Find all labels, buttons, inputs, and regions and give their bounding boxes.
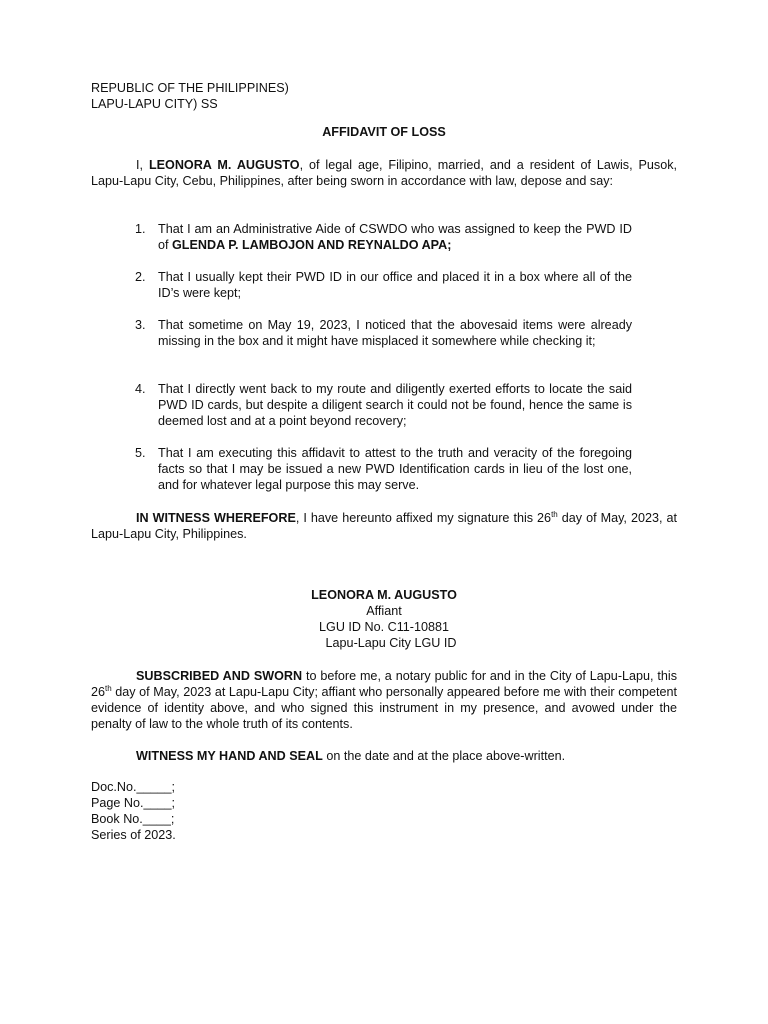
signature-id-type: Lapu-Lapu City LGU ID bbox=[325, 636, 457, 650]
list-item bbox=[135, 317, 632, 349]
list-item-text: That I usually kept their PWD ID in our office and placed it in a box where all of the ID’s were kept; bbox=[158, 270, 632, 300]
seal-post: on the date and at the place above-written. bbox=[322, 749, 566, 763]
series-year: Series of 2023. bbox=[91, 828, 176, 842]
jurat-paragraph bbox=[91, 668, 677, 732]
intro-post: , of legal age, Filipino, married, and a resident of Lawis, Pusok, Lapu-Lapu City, Cebu, Philippines, after being sworn in accordance with law, depose and say: bbox=[91, 158, 678, 188]
seal-paragraph bbox=[91, 748, 677, 764]
seal-lead: WITNESS MY HAND AND SEAL bbox=[136, 749, 323, 763]
list-item-text: That I am executing this affidavit to attest to the truth and veracity of the foregoing facts so that I may be issued a new PWD Identification cards in lieu of the lost one, and for whatever legal purpose this may serve. bbox=[158, 446, 632, 492]
signature-role: Affiant bbox=[366, 604, 402, 618]
document-title: AFFIDAVIT OF LOSS bbox=[322, 125, 446, 139]
doc-number: Doc.No._____; bbox=[91, 780, 176, 794]
list-item-number: 4. bbox=[135, 382, 146, 396]
intro-pre: I, bbox=[136, 158, 149, 172]
jurat-post: day of May, 2023 at Lapu-Lapu City; affiant who personally appeared before me with their competent evidence of identity above, and who signed this instrument in my presence, and avowed under the penalty of law to the whole truth of its contents. bbox=[91, 685, 677, 731]
affiant-name: LEONORA M. AUGUSTO bbox=[148, 158, 300, 172]
signature-id-number: LGU ID No. C11-10881 bbox=[319, 620, 449, 634]
list-item-text: That I am an Administrative Aide of CSWDO who was assigned to keep the PWD ID of bbox=[158, 222, 632, 252]
witness-paragraph bbox=[91, 510, 677, 542]
venue-city: LAPU-LAPU CITY) SS bbox=[91, 97, 218, 111]
list-item bbox=[135, 381, 632, 429]
jurat-ordinal: th bbox=[105, 683, 112, 693]
signature-block bbox=[0, 587, 768, 651]
page-number: Page No.____; bbox=[91, 796, 176, 810]
list-item-bold: GLENDA P. LAMBOJON AND REYNALDO APA; bbox=[172, 238, 452, 252]
jurat-pre: to before me, a notary public for and in the City of Lapu-Lapu, this 26 bbox=[91, 669, 677, 699]
list-item bbox=[135, 445, 632, 493]
list-item-number: 5. bbox=[135, 446, 146, 460]
list-item-text: That I directly went back to my route and diligently exerted efforts to locate the said PWD ID cards, but despite a diligent search it could not be found, hence the same is deemed lost and at a point beyond recovery; bbox=[158, 382, 632, 428]
list-item-number: 3. bbox=[135, 318, 146, 332]
venue-republic: REPUBLIC OF THE PHILIPPINES) bbox=[91, 81, 289, 95]
venue-block bbox=[91, 80, 289, 112]
list-item-text: That sometime on May 19, 2023, I noticed that the abovesaid items were already missing in the box and it might have misplaced it somewhere while checking it; bbox=[158, 318, 632, 348]
intro-paragraph bbox=[91, 157, 677, 189]
book-number: Book No.____; bbox=[91, 812, 175, 826]
notarial-register bbox=[91, 779, 176, 843]
jurat-lead: SUBSCRIBED AND SWORN bbox=[136, 669, 303, 683]
witness-ordinal: th bbox=[551, 509, 558, 519]
list-item bbox=[135, 221, 632, 253]
list-item-number: 1. bbox=[135, 222, 146, 236]
witness-pre: , I have hereunto affixed my signature this 26 bbox=[295, 511, 552, 525]
signature-name: LEONORA M. AUGUSTO bbox=[311, 588, 457, 602]
witness-lead: IN WITNESS WHEREFORE bbox=[136, 511, 296, 525]
list-item-number: 2. bbox=[135, 270, 146, 284]
witness-post: day of May, 2023, at Lapu-Lapu City, Philippines. bbox=[91, 511, 677, 541]
list-item bbox=[135, 269, 632, 301]
